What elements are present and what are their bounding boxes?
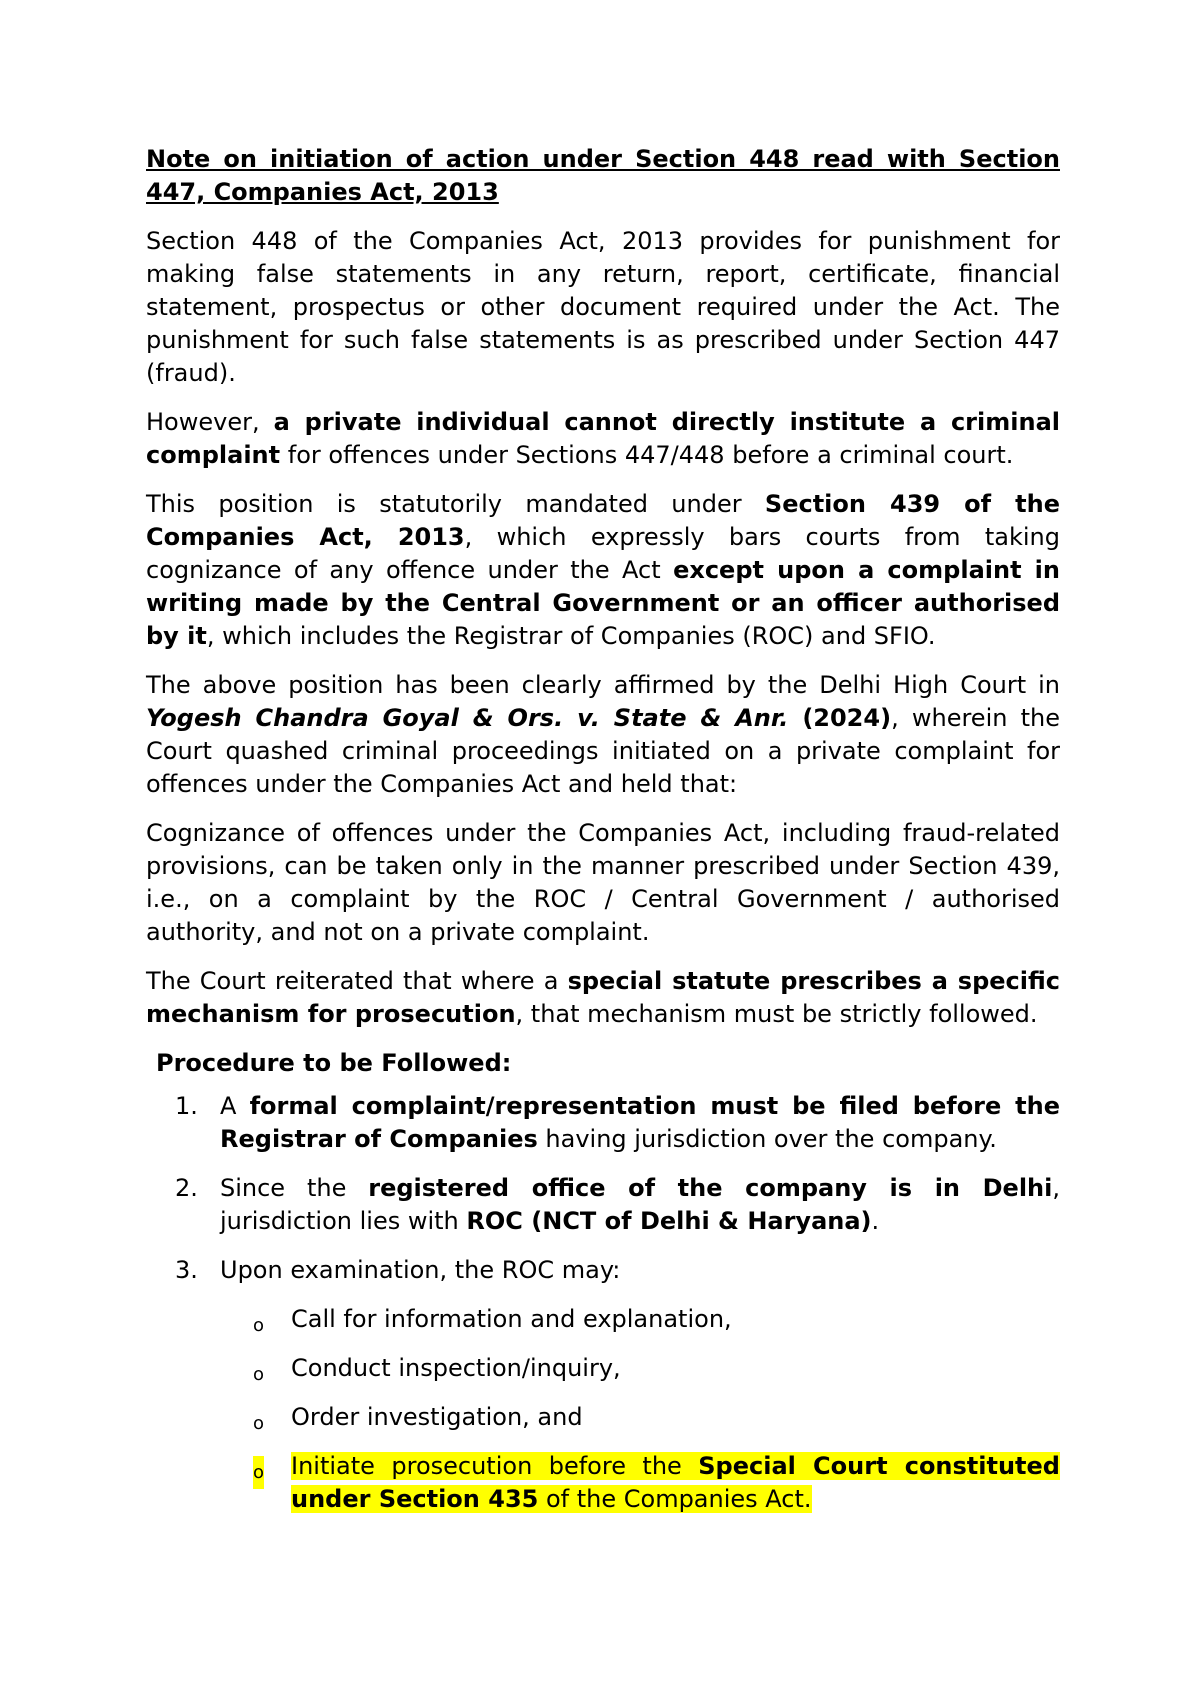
circle-bullet-icon: o: [253, 1413, 265, 1434]
paragraph-section-448: Section 448 of the Companies Act, 2013 provides for punishment for making false statements in any return, report, certificate, financial statement, prospectus or other document required under the Act. The punishment for such false statements is as prescribed under Section 447 (fraud).: [146, 227, 1060, 387]
procedure-list: [146, 1090, 1060, 1516]
case-name: Yogesh Chandra Goyal & Ors. v. State & Anr.: [146, 704, 789, 732]
roc-actions-list: [220, 1303, 1060, 1516]
paragraph-cognizance: Cognizance of offences under the Companies Act, including fraud-related provisions, can be taken only in the manner prescribed under Section 439, i.e., on a complaint by the ROC / Central Government / authorised authority, and not on a private complaint.: [146, 819, 1060, 946]
bold-text: ROC (NCT of Delhi & Haryana): [466, 1207, 872, 1235]
bold-text: registered office of the company is in Delhi: [368, 1174, 1053, 1202]
paragraph-private-complaint: However, a private individual cannot directly institute a criminal complaint for offences under Sections 447/448 before a criminal court.: [146, 408, 1060, 469]
bold-text: except upon a complaint in writing made by the Central Government or an officer authorised by it: [146, 556, 1060, 650]
step-number: 3.: [175, 1256, 198, 1284]
document-body: [146, 143, 1060, 1532]
bold-text: formal complaint/representation must be filed before the Registrar of Companies: [220, 1092, 1061, 1153]
paragraph-section-439: This position is statutorily mandated under Section 439 of the Companies Act, 2013, which expressly bars courts from taking cognizance of any offence under the Act except upon a complaint in writing made by the Central Government or an officer authorised by it, which includes the Registrar of Companies (ROC) and SFIO.: [146, 490, 1061, 650]
bold-text: a private individual cannot directly institute a criminal complaint: [146, 408, 1060, 469]
bold-text: special statute prescribes a specific mechanism for prosecution: [146, 967, 1060, 1028]
circle-bullet-icon: o: [253, 1456, 264, 1489]
roc-action-item: o Conduct inspection/inquiry,: [146, 1352, 1060, 1385]
bold-text: Section 439 of the Companies Act, 2013: [146, 490, 1061, 551]
paragraph-delhi-high-court: The above position has been clearly affirmed by the Delhi High Court in Yogesh Chandra Goyal & Ors. v. State & Anr. (2024), wherein the Court quashed criminal proceedings initiated on a private complaint for offences under the Companies Act and held that:: [146, 671, 1061, 798]
bold-text: Special Court constituted under Section 435: [291, 1452, 1060, 1513]
step-number: 2.: [175, 1174, 198, 1202]
procedure-step-3: 3. Upon examination, the ROC may: o Call for information and explanation, o Conduct inspection/inquiry, o Order investigation, and o Initiate prosecution before the Special Court constituted under Section 435 of the Companies Act.: [146, 1254, 1060, 1516]
circle-bullet-icon: o: [253, 1364, 265, 1385]
circle-bullet-icon: o: [253, 1315, 265, 1336]
paragraph-special-statute: The Court reiterated that where a special statute prescribes a specific mechanism for prosecution, that mechanism must be strictly followed.: [146, 967, 1060, 1028]
case-year: (2024): [788, 704, 892, 732]
document-title: Note on initiation of action under Section 448 read with Section 447, Companies Act, 2013: [146, 145, 1060, 206]
step-number: 1.: [175, 1092, 198, 1120]
roc-action-item-highlighted: o Initiate prosecution before the Special Court constituted under Section 435 of the Companies Act.: [253, 1452, 1060, 1513]
roc-action-item: o Call for information and explanation,: [146, 1303, 1060, 1336]
procedure-step-1: 1. A formal complaint/representation must be filed before the Registrar of Companies having jurisdiction over the company.: [175, 1092, 1061, 1153]
procedure-heading: Procedure to be Followed:: [156, 1049, 512, 1077]
roc-action-item: o Order investigation, and: [146, 1401, 1060, 1434]
procedure-step-2: 2. Since the registered office of the company is in Delhi, jurisdiction lies with ROC (NCT of Delhi & Haryana).: [175, 1174, 1060, 1235]
